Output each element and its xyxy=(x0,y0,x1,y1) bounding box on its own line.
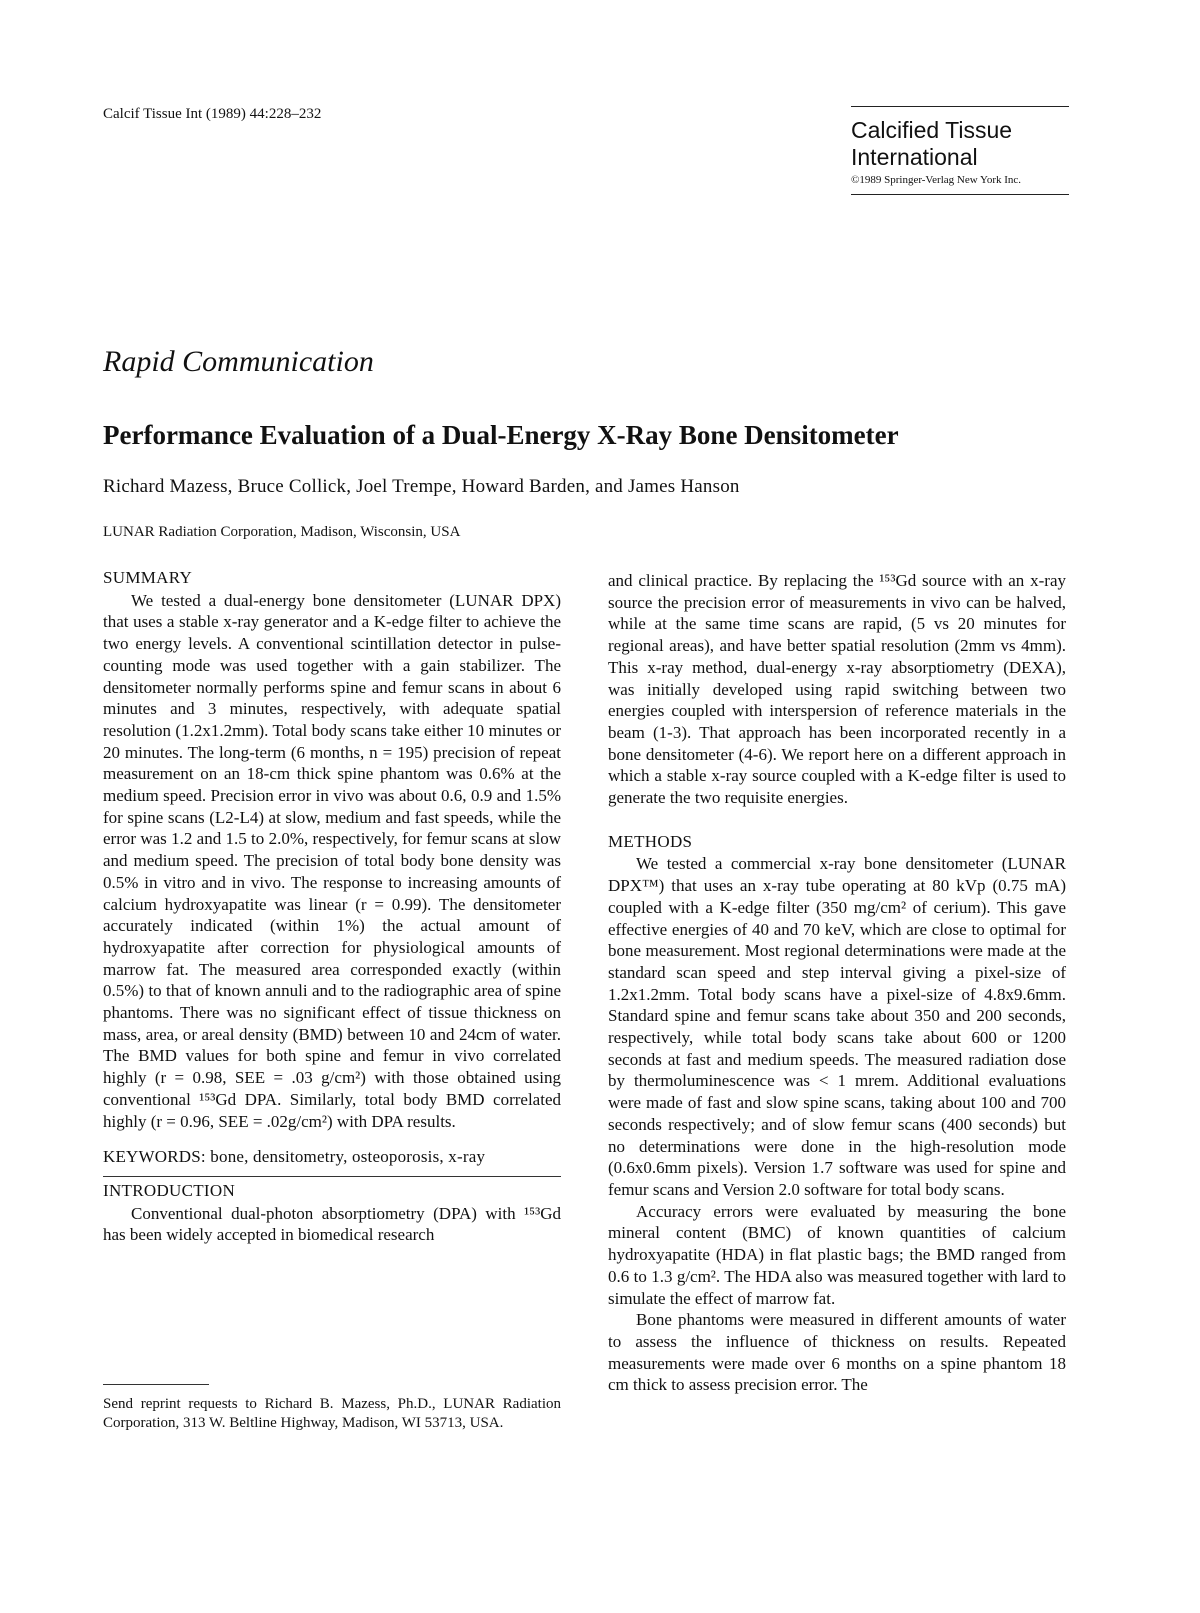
journal-citation: Calcif Tissue Int (1989) 44:228–232 xyxy=(103,106,322,122)
keywords: KEYWORDS: bone, densitometry, osteoporosis, x-ray xyxy=(103,1147,486,1167)
section-divider xyxy=(103,1176,561,1177)
left-column xyxy=(103,567,561,1246)
introduction-text-left: Conventional dual-photon absorptiometry (DPA) with ¹⁵³Gd has been widely accepted in biomedical research xyxy=(103,1203,561,1245)
section-label: Rapid Communication xyxy=(103,345,374,378)
right-column xyxy=(608,570,1066,1396)
journal-name-line2: International xyxy=(851,144,978,170)
summary-text: We tested a dual-energy bone densitometer (LUNAR DPX) that uses a stable x-ray generator and a K-edge filter to achieve the two energy levels. A conventional scintillation detector in pulse-counting mode was used together with a gain stabilizer. The densitometer normally performs spine and femur scans in about 6 minutes and 3 minutes, respectively, with adequate spatial resolution (1.2x1.2mm). Total body scans take either 10 minutes or 20 minutes. The long-term (6 months, n = 195) precision of repeat measurement on an 18-cm thick spine phantom was 0.6% at the medium speed. Precision error in vivo was about 0.6, 0.9 and 1.5% for spine scans (L2-L4) at slow, medium and fast speeds, while the error was 1.2 and 1.5 to 2.0%, respectively, for femur scans at slow and medium speed. The precision of total body bone density was 0.5% in vitro and in vivo. The response to increasing amounts of calcium hydroxyapatite was linear (r = 0.99). The densitometer accurately indicated (within 1%) the actual amount of hydroxyapatite after correction for physiological amounts of marrow fat. The measured area corresponded exactly (within 0.5%) to that of known annuli and to the radiographic area of spine phantoms. There was no significant effect of tissue thickness on mass, area, or areal density (BMD) between 10 and 24cm of water. The BMD values for both spine and femur in vivo correlated highly (r = 0.98, SEE = .03 g/cm²) with those obtained using conventional ¹⁵³Gd DPA. Similarly, total body BMD correlated highly (r = 0.96, SEE = .02g/cm²) with DPA results. xyxy=(103,590,561,1131)
methods-paragraph: Bone phantoms were measured in different amounts of water to assess the influence of thickness on results. Repeated measurements were made over 6 months on a spine phantom 18 cm thick to assess precision error. The xyxy=(608,1310,1066,1395)
methods-paragraph: Accuracy errors were evaluated by measuring the bone mineral content (BMC) of known quantities of calcium hydroxyapatite (HDA) in flat plastic bags; the BMD ranged from 0.6 to 1.3 g/cm². The HDA also was measured together with lard to simulate the effect of marrow fat. xyxy=(608,1201,1066,1308)
methods-heading: METHODS xyxy=(608,831,693,851)
author-list: Richard Mazess, Bruce Collick, Joel Trempe, Howard Barden, and James Hanson xyxy=(103,476,740,497)
methods-paragraph: We tested a commercial x-ray bone densitometer (LUNAR DPX™) that uses an x-ray tube operating at 80 kVp (0.75 mA) coupled with a K-edge filter (350 mg/cm² of cerium). This gave effective energies of 40 and 70 keV, which are close to optimal for bone measurement. Most regional determinations were made at the standard scan speed and step interval giving a pixel-size of 1.2x1.2mm. Total body scans have a pixel-size of 4.8x9.6mm. Standard spine and femur scans take about 350 and 200 seconds, respectively, while total body scans take about 600 or 1200 seconds at fast and medium speeds. The measured radiation dose by thermoluminescence was < 1 mrem. Additional evaluations were made of fast and slow spine scans, taking about 100 and 700 seconds respectively; and of slow femur scans (400 seconds) but no determinations were done in the high-resolution mode (0.6x0.6mm pixels). Version 1.7 software was used for spine and femur scans and Version 2.0 software for total body scans. xyxy=(608,854,1066,1199)
affiliation: LUNAR Radiation Corporation, Madison, Wisconsin, USA xyxy=(103,524,461,540)
journal-name-line1: Calcified Tissue xyxy=(851,117,1013,143)
introduction-text-right: and clinical practice. By replacing the ¹⁵³Gd source with an x-ray source the precision error of measurements in vivo can be halved, while at the same time scans are rapid, (5 vs 20 minutes for regional areas), and have better spatial resolution (2mm vs 4mm). This x-ray method, dual-energy x-ray absorptiometry (DEXA), was initially developed using rapid switching between two energies coupled with interspersion of reference materials in the beam (1-3). That approach has been incorporated recently in a bone densitometer (4-6). We report here on a different approach in which a stable x-ray source coupled with a K-edge filter is used to generate the two requisite energies. xyxy=(608,571,1066,808)
reprint-footnote: Send reprint requests to Richard B. Mazess, Ph.D., LUNAR Radiation Corporation, 313 W. Beltline Highway, Madison, WI 53713, USA. xyxy=(103,1396,561,1431)
introduction-heading: INTRODUCTION xyxy=(103,1180,236,1200)
journal-masthead xyxy=(851,106,1069,195)
footnote-divider xyxy=(103,1384,209,1385)
summary-heading: SUMMARY xyxy=(103,568,193,587)
article-title: Performance Evaluation of a Dual-Energy X-Ray Bone Densitometer xyxy=(103,420,899,450)
copyright-notice: ©1989 Springer-Verlag New York Inc. xyxy=(851,174,1022,186)
